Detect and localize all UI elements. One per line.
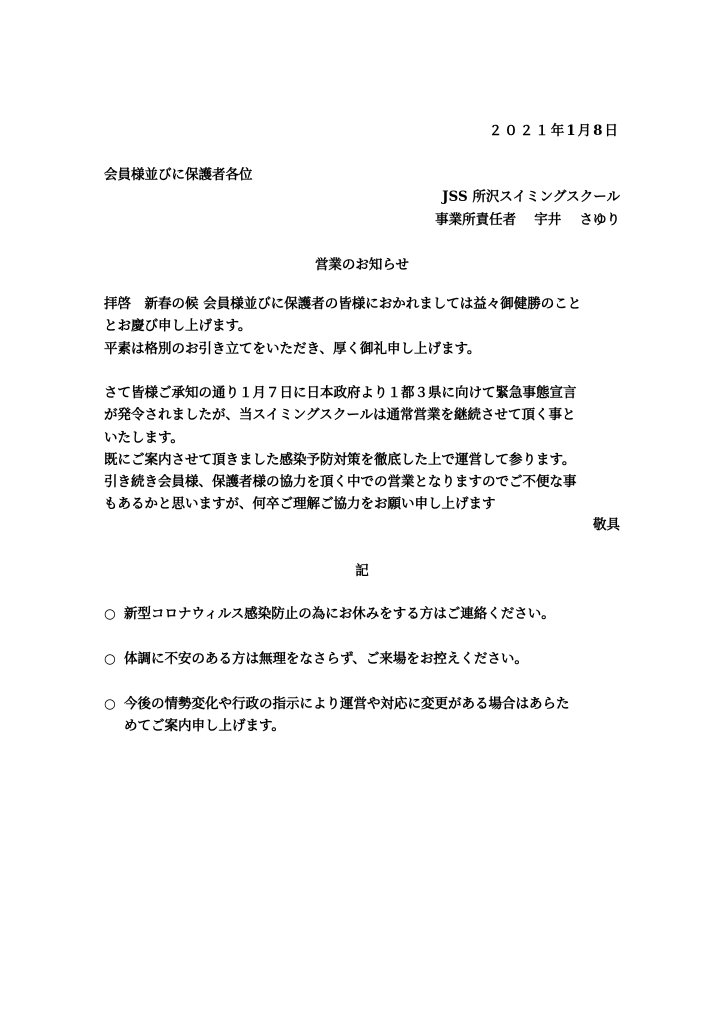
main-line: 既にご案内させて頂きました感染予防対策を徹底した上で運営して参ります。 xyxy=(104,451,576,468)
document-date: ２０２１年1月8日 xyxy=(488,123,620,139)
note-text-continued: めてご案内申し上げます。 xyxy=(124,718,285,734)
main-paragraph xyxy=(104,382,624,516)
main-line: さて皆様ご承知の通り１月７日に日本政府より１都３県に向けて緊急事態宣言 xyxy=(104,385,577,401)
main-line: いたします。 xyxy=(104,429,184,446)
note-text: 新型コロナウィルス感染防止の為にお休みをする方はご連絡ください。 xyxy=(124,606,555,622)
main-line: 引き続き会員様、保護者様の協力を頂く中での営業となりますのでご不便な事 xyxy=(104,474,577,491)
note-item xyxy=(104,603,624,625)
recipient: 会員様並びに保護者各位 xyxy=(104,167,253,183)
bullet-circle-icon: ○ xyxy=(104,696,116,712)
note-item xyxy=(104,648,624,670)
sender-organization: JSS 所沢スイミングスクール xyxy=(442,189,620,205)
note-text: 今後の情勢変化や行政の指示により運営や対応に変更がある場合はあらた xyxy=(124,696,570,712)
closing: 敬具 xyxy=(593,517,620,533)
bullet-circle-icon: ○ xyxy=(104,606,116,622)
greeting-line: とお慶び申し上げます。 xyxy=(104,318,252,335)
sender-manager: 事業所責任者 宇井 さゆり xyxy=(435,212,620,228)
note-text: 体調に不安のある方は無理をなさらず、ご来場をお控えください。 xyxy=(124,651,528,667)
greeting-paragraph xyxy=(104,293,624,360)
document-title: 営業のお知らせ xyxy=(314,257,410,273)
greeting-line: 拝啓 新春の候 会員様並びに保護者の皆様におかれましては益々御健勝のこと xyxy=(104,296,582,312)
main-line: が発令されましたが、当スイミングスクールは通常営業を継続させて頂く事と xyxy=(104,407,576,424)
main-line: もあるかと思いますが、何卒ご理解ご協力をお願い申し上げます xyxy=(104,496,496,513)
ki-heading: 記 xyxy=(355,563,369,579)
greeting-line: 平素は格別のお引き立てをいただき、厚く御礼申し上げます。 xyxy=(104,340,481,357)
bullet-circle-icon: ○ xyxy=(104,651,116,667)
note-item xyxy=(104,693,624,737)
